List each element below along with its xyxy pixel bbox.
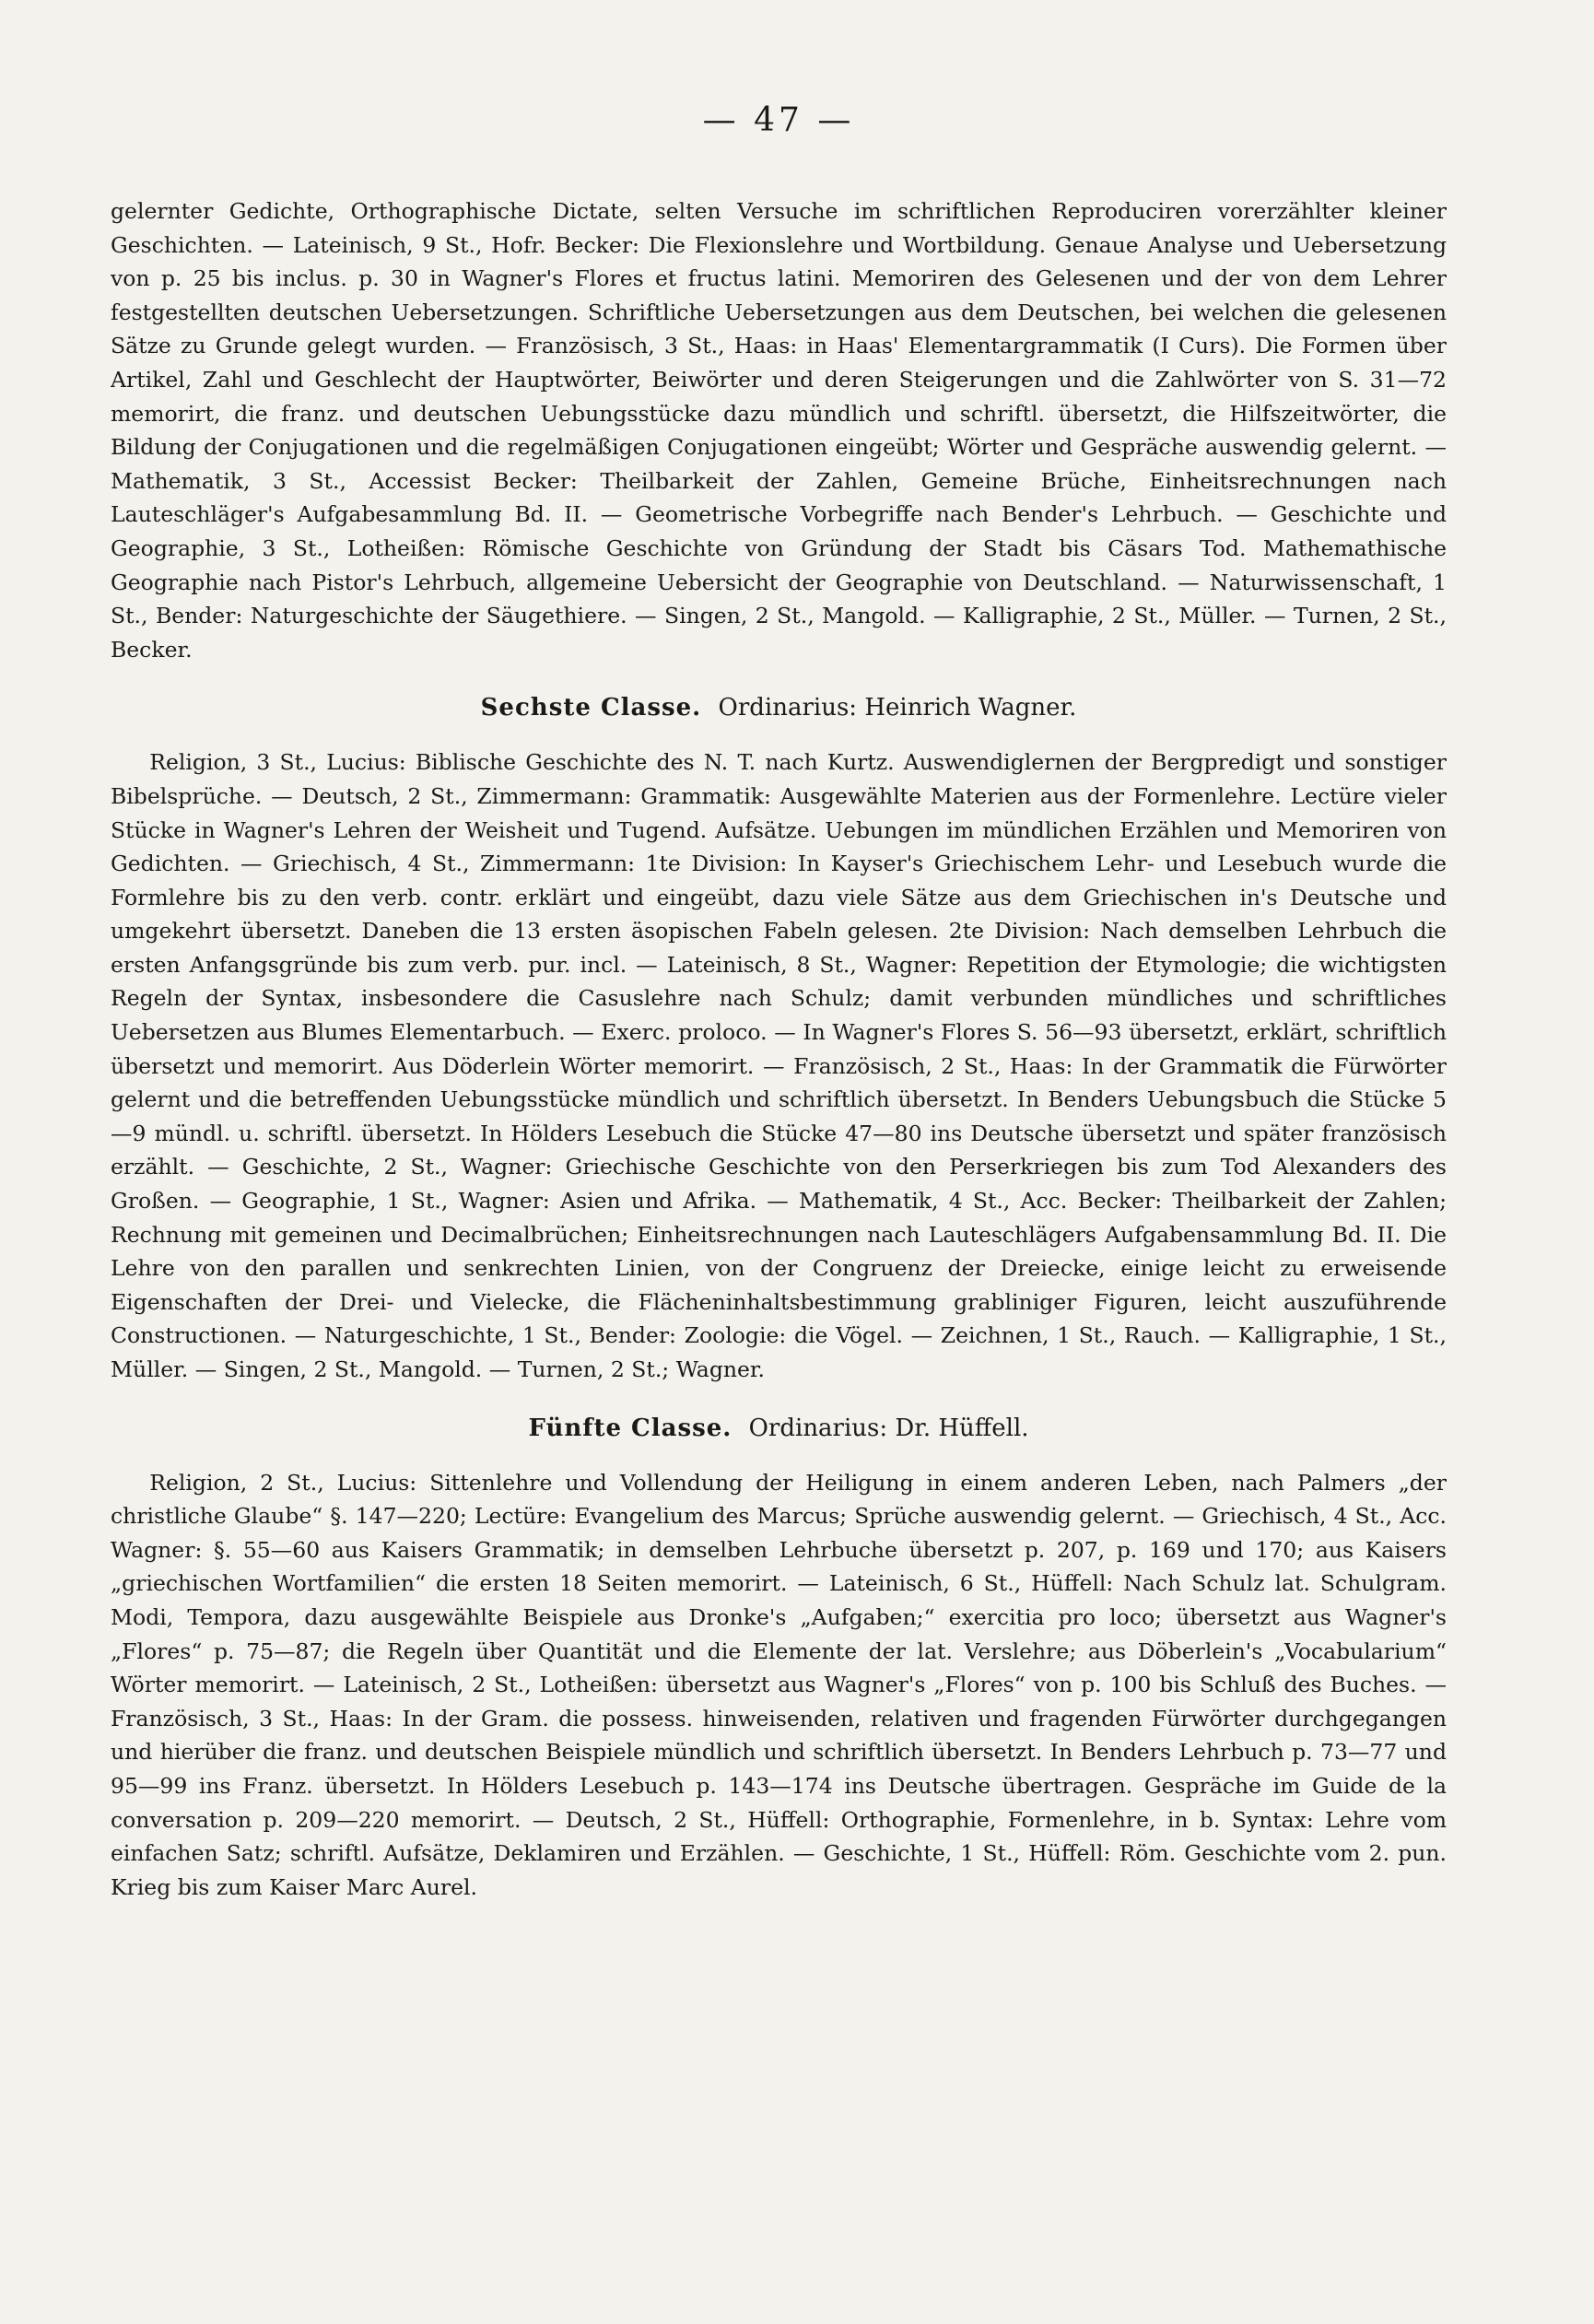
document-page — [111, 101, 1447, 2276]
heading-title: Fünfte Classe. — [528, 1414, 733, 1442]
heading-ordinarius: Ordinarius: Dr. Hüffell. — [748, 1414, 1029, 1442]
page-number: — 47 — — [702, 101, 855, 139]
heading-ordinarius: Ordinarius: Heinrich Wagner. — [718, 694, 1077, 722]
paragraph-continued-curriculum: gelernter Gedichte, Orthographische Dictate, selten Versuche im schriftlichen Reproduciren vorerzählter kleiner Geschichten. — Lateinisch, 9 St., Hofr. Becker: Die Flexionslehre und Wortbildung. Genaue Analyse und Uebersetzung von p. 25 bis inclus. p. 30 in Wagner's Flores et fructus latini. Memoriren des Gelesenen und der von dem Lehrer festgestellten deutschen Uebersetzungen. Schriftliche Uebersetzungen aus dem Deutschen, bei welchen die gelesenen Sätze zu Grunde gelegt wurden. — Französisch, 3 St., Haas: in Haas' Elementargrammatik (I Curs). Die Formen über Artikel, Zahl und Geschlecht der Hauptwörter, Beiwörter und deren Steigerungen und die Zahlwörter von S. 31—72 memorirt, die franz. und deutschen Uebungsstücke dazu mündlich und schriftl. übersetzt, die Hilfszeitwörter, die Bildung der Conjugationen und die regelmäßigen Conjugationen eingeübt; Wörter und Gespräche auswendig gelernt. — Mathematik, 3 St., Accessist Becker: Theilbarkeit der Zahlen, Gemeine Brüche, Einheitsrechnungen nach Lauteschläger's Aufgabesammlung Bd. II. — Geometrische Vorbegriffe nach Bender's Lehrbuch. — Geschichte und Geographie, 3 St., Lotheißen: Römische Geschichte von Gründung der Stadt bis Cäsars Tod. Mathemathische Geographie nach Pistor's Lehrbuch, allgemeine Uebersicht der Geographie von Deutschland. — Naturwissenschaft, 1 St., Bender: Naturgeschichte der Säugethiere. — Singen, 2 St., Mangold. — Kalligraphie, 2 St., Müller. — Turnen, 2 St., Becker. — [111, 198, 1447, 663]
heading-title: Sechste Classe. — [480, 694, 702, 722]
section-heading-sechste-classe — [111, 694, 1447, 722]
paragraph-fuenfte-classe: Religion, 2 St., Lucius: Sittenlehre und Vollendung der Heiligung in einem anderen Leben, nach Palmers „der christliche Glaube“ §. 147—220; Lectüre: Evangelium des Marcus; Sprüche auswendig gelernt. — Griechisch, 4 St., Acc. Wagner: §. 55—60 aus Kaisers Grammatik; in demselben Lehrbuche übersetzt p. 207, p. 169 und 170; aus Kaisers „griechischen Wortfamilien“ die ersten 18 Seiten memorirt. — Lateinisch, 6 St., Hüffell: Nach Schulz lat. Schulgram. Modi, Tempora, dazu ausgewählte Beispiele aus Dronke's „Aufgaben;“ exercitia pro loco; übersetzt aus Wagner's „Flores“ p. 75—87; die Regeln über Quantität und die Elemente der lat. Verslehre; aus Döberlein's „Vocabularium“ Wörter memorirt. — Lateinisch, 2 St., Lotheißen: übersetzt aus Wagner's „Flores“ von p. 100 bis Schluß des Buches. — Französisch, 3 St., Haas: In der Gram. die possess. hinweisenden, relativen und fragenden Fürwörter durchgegangen und hierüber die franz. und deutschen Beispiele mündlich und schriftlich übersetzt. In Benders Lehrbuch p. 73—77 und 95—99 ins Franz. übersetzt. In Hölders Lesebuch p. 143—174 ins Deutsche übertragen. Gespräche im Guide de la conversation p. 209—220 memorirt. — Deutsch, 2 St., Hüffell: Orthographie, Formenlehre, in b. Syntax: Lehre vom einfachen Satz; schriftl. Aufsätze, Deklamiren und Erzählen. — Geschichte, 1 St., Hüffell: Röm. Geschichte vom 2. pun. Krieg bis zum Kaiser Marc Aurel. — [111, 1469, 1447, 1900]
paragraph-sechste-classe: Religion, 3 St., Lucius: Biblische Geschichte des N. T. nach Kurtz. Auswendiglernen der Bergpredigt und sonstiger Bibelsprüche. — Deutsch, 2 St., Zimmermann: Grammatik: Ausgewählte Materien aus der Formenlehre. Lectüre vieler Stücke in Wagner's Lehren der Weisheit und Tugend. Aufsätze. Uebungen im mündlichen Erzählen und Memoriren von Gedichten. — Griechisch, 4 St., Zimmermann: 1te Division: In Kayser's Griechischem Lehr- und Lesebuch wurde die Formlehre bis zu den verb. contr. erklärt und eingeübt, dazu viele Sätze aus dem Griechischen in's Deutsche und umgekehrt übersetzt. Daneben die 13 ersten äsopischen Fabeln gelesen. 2te Division: Nach demselben Lehrbuch die ersten Anfangsgründe bis zum verb. pur. incl. — Lateinisch, 8 St., Wagner: Repetition der Etymologie; die wichtigsten Regeln der Syntax, insbesondere die Casuslehre nach Schulz; damit verbunden mündliches und schriftliches Uebersetzen aus Blumes Elementarbuch. — Exerc. proloco. — In Wagner's Flores S. 56—93 übersetzt, erklärt, schriftlich übersetzt und memorirt. Aus Döderlein Wörter memorirt. — Französisch, 2 St., Haas: In der Grammatik die Fürwörter gelernt und die betreffenden Uebungsstücke mündlich und schriftlich übersetzt. In Benders Uebungsbuch die Stücke 5—9 mündl. u. schriftl. übersetzt. In Hölders Lesebuch die Stücke 47—80 ins Deutsche übersetzt und später französisch erzählt. — Geschichte, 2 St., Wagner: Griechische Geschichte von den Perserkriegen bis zum Tod Alexanders des Großen. — Geographie, 1 St., Wagner: Asien und Afrika. — Mathematik, 4 St., Acc. Becker: Theilbarkeit der Zahlen; Rechnung mit gemeinen und Decimalbrüchen; Einheitsrechnungen nach Lauteschlägers Aufgabensammlung Bd. II. Die Lehre von den parallen und senkrechten Linien, von der Congruenz der Dreiecke, einige leicht zu erweisende Eigenschaften der Drei- und Vielecke, die Flächeninhaltsbestimmung grabliniger Figuren, leicht auszuführende Constructionen. — Naturgeschichte, 1 St., Bender: Zoologie: die Vögel. — Zeichnen, 1 St., Rauch. — Kalligraphie, 1 St., Müller. — Singen, 2 St., Mangold. — Turnen, 2 St.; Wagner. — [111, 749, 1447, 1382]
section-heading-fuenfte-classe — [111, 1414, 1447, 1442]
